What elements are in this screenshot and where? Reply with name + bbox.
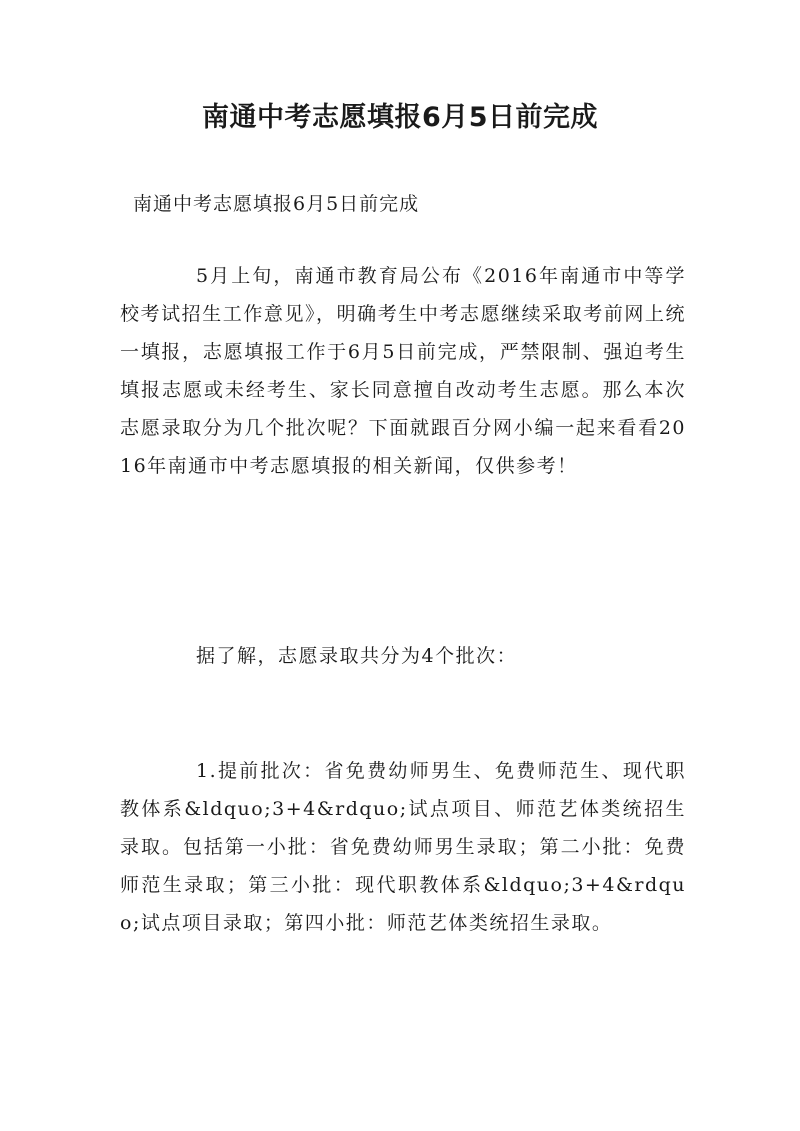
paragraph-intro: 5月上旬，南通市教育局公布《2016年南通市中等学校考试招生工作意见》，明确考生中考志愿继续采取考前网上统一填报，志愿填报工作于6月5日前完成，严禁限制、强迫考生填报志愿或未经考生、家长同意擅自改动考生志愿。那么本次志愿录取分为几个批次呢？下面就跟百分网小编一起来看看2016年南通市中考志愿填报的相关新闻，仅供参考！ xyxy=(120,265,686,477)
paragraph-batches: 据了解，志愿录取共分为4个批次： xyxy=(196,645,518,667)
paragraph-first-batch: 1.提前批次：省免费幼师男生、免费师范生、现代职教体系&ldquo;3+4&rdquo;试点项目、师范艺体类统招生录取。包括第一小批：省免费幼师男生录取；第二小批：免费师范生录取；第三小批：现代职教体系&ldquo;3+4&rdquo;试点项目录取；第四小批：师范艺体类统招生录取。 xyxy=(120,760,686,934)
document-subtitle: 南通中考志愿填报6月5日前完成 xyxy=(133,193,420,215)
document-title: 南通中考志愿填报6月5日前完成 xyxy=(201,102,599,133)
